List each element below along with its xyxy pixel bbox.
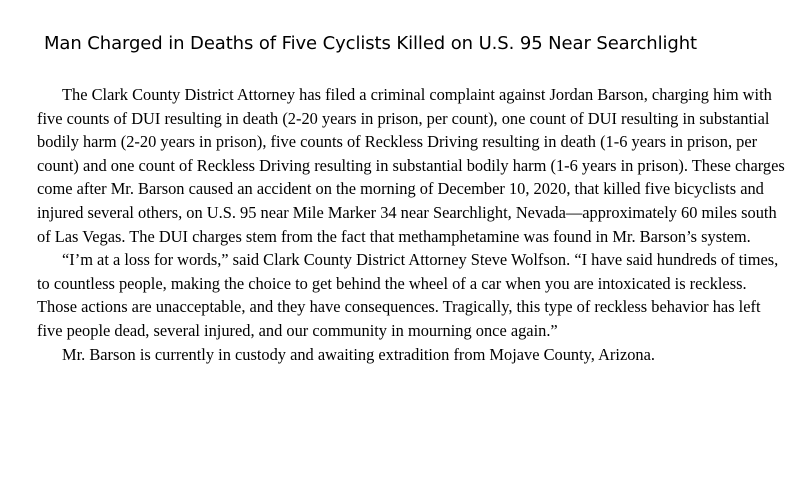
article-paragraph-2: “I’m at a loss for words,” said Clark County District Attorney Steve Wolfson. “I have said hundreds of times, to countless people, making the choice to get behind the wheel of a car when you are intoxicated is reckless. Those actions are unacceptable, and they have consequences. Tragically, this type of reckless behavior has left five people dead, several injured, and our community in mourning once again.” [37, 250, 779, 340]
article-paragraph-3: Mr. Barson is currently in custody and awaiting extradition from Mojave County, Arizona. [62, 344, 655, 364]
article-headline: Man Charged in Deaths of Five Cyclists Killed on U.S. 95 Near Searchlight [44, 33, 697, 54]
article-body [37, 83, 787, 366]
article-paragraph-1: The Clark County District Attorney has filed a criminal complaint against Jordan Barson, charging him with five counts of DUI resulting in death (2-20 years in prison, per count), one count of DUI resulting in substantial bodily harm (2-20 years in prison), five counts of Reckless Driving resulting in death (1-6 years in prison, per count) and one count of Reckless Driving resulting in substantial bodily harm (1-6 years in prison). These charges come after Mr. Barson caused an accident on the morning of December 10, 2020, that killed five bicyclists and injured several others, on U.S. 95 near Mile Marker 34 near Searchlight, Nevada—approximately 60 miles south of Las Vegas. The DUI charges stem from the fact that methamphetamine was found in Mr. Barson’s system. [37, 85, 785, 246]
